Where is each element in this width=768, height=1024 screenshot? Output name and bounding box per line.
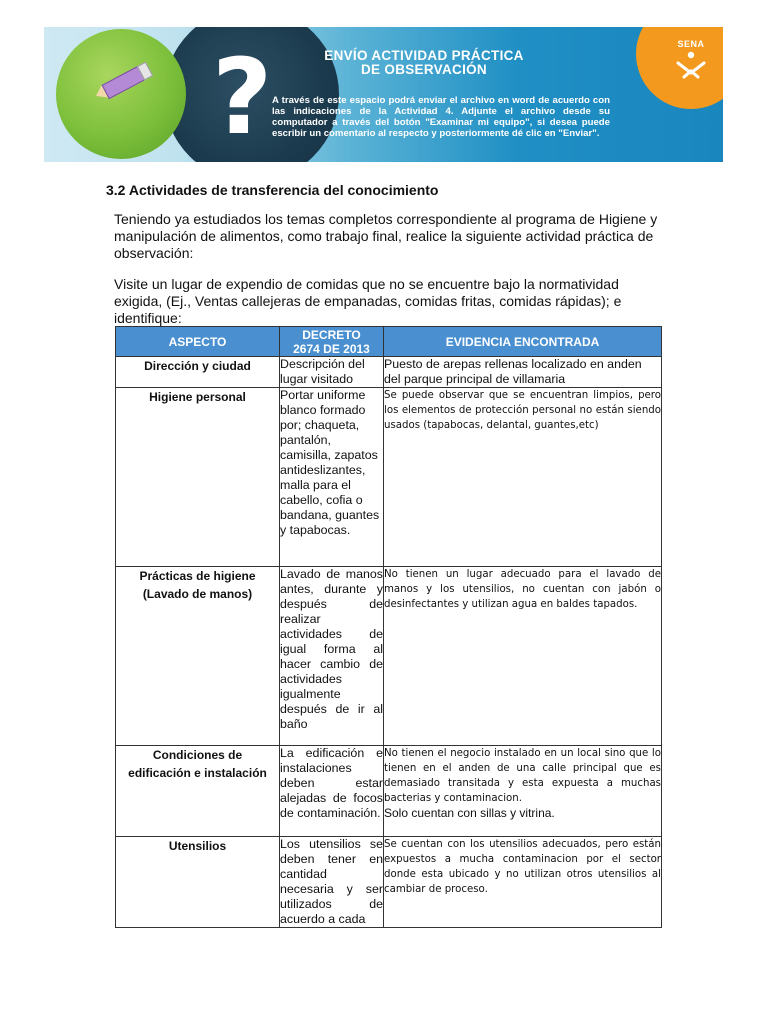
- aspect-line1: Prácticas de higiene: [139, 569, 256, 583]
- decreto-cell: Portar uniforme blanco formado por; chaqueta, pantalón, camisilla, zapatos antideslizantes, malla para el cabello, cofia o bandana, guantes y tapabocas.: [280, 388, 384, 567]
- evidence-cell: Se puede observar que se encuentran limpios, pero los elementos de protección personal no están siendo usados (tapabocas, delantal, guantes,etc): [384, 388, 662, 567]
- evidence-cell: Puesto de arepas rellenas localizado en anden del parque principal de villamaria: [384, 357, 662, 388]
- table-row: [116, 388, 662, 567]
- aspect-line2: (Lavado de manos): [142, 587, 253, 601]
- header-decreto-line2: 2674 DE 2013: [293, 341, 370, 356]
- decreto-cell: Lavado de manos antes, durante y después de realizar actividades de igual forma al hacer cambio de actividades igualmente después de ir al baño: [280, 567, 384, 746]
- aspect-cell: [116, 567, 280, 746]
- banner-green-disc: [56, 29, 186, 159]
- decreto-cell: La edificación e instalaciones deben estar alejadas de focos de contaminación.: [280, 746, 384, 837]
- banner-title: [274, 49, 574, 77]
- aspect-cell: [116, 746, 280, 837]
- aspect-line1: Condiciones de: [152, 748, 243, 762]
- aspect-cell: Dirección y ciudad: [116, 357, 280, 388]
- table-row: [116, 567, 662, 746]
- banner-title-line2: DE OBSERVACIÓN: [361, 62, 487, 77]
- observation-table: [115, 326, 662, 928]
- section-title: 3.2 Actividades de transferencia del conocimiento: [106, 182, 439, 198]
- table-row: [116, 837, 662, 928]
- decreto-cell: Descripción del lugar visitado: [280, 357, 384, 388]
- evidence-cell: [384, 746, 662, 837]
- banner-description: A través de este espacio podrá enviar el archivo en word de acuerdo con las indicaciones de la Actividad 4. Adjunte el archivo desde su computador a través del botón "Examinar mi equipo", si desea puede escribir un comentario al respecto y posteriormente dé clic en "Enviar".: [272, 95, 610, 139]
- table-row: [116, 357, 662, 388]
- activity-banner: [44, 27, 723, 162]
- banner-title-line1: ENVÍO ACTIVIDAD PRÁCTICA: [324, 48, 524, 63]
- intro-paragraph: Teniendo ya estudiados los temas completos correspondiente al programa de Higiene y manipulación de alimentos, como trabajo final, realice la siguiente actividad práctica de observación:: [114, 211, 658, 261]
- question-mark-icon: ?: [212, 36, 273, 158]
- decreto-cell: Los utensilios se deben tener en cantidad necesaria y ser utilizados de acuerdo a cada: [280, 837, 383, 926]
- evidence-text: No tienen el negocio instalado en un local sino que lo tienen en el anden de una calle principal que es demasiado transitada y esta expuesta a muchas bacterias y contaminacion.: [384, 748, 661, 804]
- instruction-paragraph: Visite un lugar de expendio de comidas que no se encuentre bajo la normatividad exigida, (Ej., Ventas callejeras de empanadas, comidas fritas, comidas rápidas); e identifique:: [114, 276, 622, 326]
- aspect-line2: edificación e instalación: [128, 766, 267, 780]
- header-decreto-line1: DECRETO: [302, 327, 361, 342]
- table-row: [116, 746, 662, 837]
- aspect-cell: Higiene personal: [116, 388, 280, 567]
- evidence-extra-text: Solo cuentan con sillas y vitrina.: [384, 806, 555, 820]
- aspect-cell: Utensilios: [116, 837, 280, 928]
- evidence-cell: No tienen un lugar adecuado para el lavado de manos y los utensilios, no cuentan con jabón o desinfectantes y utilizan agua en baldes tapados.: [384, 567, 662, 746]
- header-evidencia: EVIDENCIA ENCONTRADA: [384, 327, 662, 357]
- table-header-row: [116, 327, 662, 357]
- header-decreto: [280, 327, 384, 357]
- sena-figure-icon: [674, 51, 708, 81]
- evidence-cell: Se cuentan con los utensilios adecuados, pero están expuestos a mucha contaminacion por el sector donde esta ubicado y no utilizan otros utensilios al cambiar de proceso.: [384, 837, 662, 928]
- sena-logo-text: SENA: [677, 39, 705, 49]
- header-aspecto: ASPECTO: [116, 327, 280, 357]
- sena-logo: [636, 27, 723, 109]
